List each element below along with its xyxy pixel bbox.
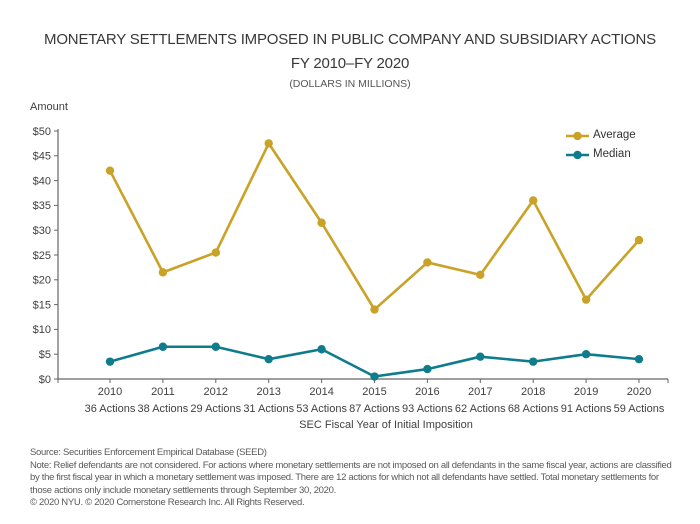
average-point	[159, 268, 167, 276]
y-tick-label: $15	[32, 299, 51, 312]
x-category-label: 2015	[362, 386, 387, 398]
x-actions-label: 29 Actions	[190, 403, 242, 415]
average-point	[635, 236, 643, 244]
average-point	[106, 166, 114, 174]
x-actions-label: 62 Actions	[454, 403, 506, 415]
x-category-label: 2011	[151, 386, 175, 398]
legend-label-median: Median	[593, 148, 631, 160]
median-point	[265, 355, 273, 363]
median-point	[423, 365, 431, 373]
y-tick-label: $40	[32, 175, 51, 188]
median-point	[106, 357, 114, 365]
y-tick-label: $5	[38, 349, 51, 361]
median-point	[529, 357, 537, 365]
x-category-label: 2012	[203, 386, 229, 398]
page-title-line-2: FY 2010–FY 2020	[290, 55, 410, 72]
x-category-label: 2014	[309, 386, 334, 398]
average-point	[423, 258, 431, 266]
x-category-label: 2018	[520, 386, 546, 398]
x-category-label: 2016	[415, 386, 440, 398]
average-point	[317, 219, 325, 227]
median-point	[212, 343, 220, 351]
y-tick-label: $25	[32, 249, 51, 262]
x-actions-label: 87 Actions	[349, 403, 400, 415]
median-point	[159, 343, 167, 351]
x-category-label: 2013	[256, 386, 281, 398]
y-tick-label: $50	[32, 125, 51, 138]
legend-label-average: Average	[593, 129, 636, 141]
y-tick-label: $20	[32, 274, 51, 287]
y-axis-caption: Amount	[30, 101, 68, 113]
x-category-label: 2010	[97, 386, 123, 398]
x-actions-label: 31 Actions	[243, 403, 295, 415]
methodology-note-line-1: Note: Relief defendants are not considered. For actions where monetary settlements are not imposed on all defendants in the same fiscal year, actions are classified	[30, 459, 672, 471]
x-actions-label: 68 Actions	[507, 403, 559, 415]
average-point	[582, 295, 590, 303]
y-tick-label: $0	[38, 373, 51, 386]
copyright-note: © 2020 NYU. © 2020 Cornerstone Research Inc. All Rights Reserved.	[30, 497, 305, 508]
median-point	[582, 350, 590, 358]
footer	[30, 447, 672, 510]
x-axis-title: SEC Fiscal Year of Initial Imposition	[299, 419, 473, 431]
x-actions-label: 36 Actions	[84, 403, 136, 415]
average-point	[212, 248, 220, 256]
average-point	[476, 271, 484, 279]
y-tick-label: $45	[32, 150, 51, 163]
average-line	[110, 143, 639, 309]
median-line	[110, 347, 639, 377]
average-point	[265, 139, 273, 147]
y-tick-label: $10	[32, 324, 51, 337]
x-actions-label: 59 Actions	[613, 403, 665, 415]
source-note: Source: Securities Enforcement Empirical Database (SEED)	[30, 447, 267, 458]
legend-swatch-marker-median	[573, 151, 581, 159]
x-actions-label: 38 Actions	[137, 403, 189, 415]
x-actions-label: 53 Actions	[296, 403, 347, 415]
x-category-label: 2019	[573, 386, 599, 398]
median-point	[317, 345, 325, 353]
legend-swatch-marker-average	[573, 132, 581, 140]
methodology-note-line-3: those actions only include monetary settlements through September 30, 2020.	[30, 484, 336, 496]
units-subtitle: (DOLLARS IN MILLIONS)	[289, 78, 411, 90]
y-tick-label: $35	[32, 200, 51, 213]
average-point	[370, 305, 378, 313]
x-category-label: 2017	[468, 386, 493, 398]
average-point	[529, 196, 537, 204]
median-point	[635, 355, 643, 363]
x-actions-label: 93 Actions	[402, 403, 453, 415]
page-title-line-1: MONETARY SETTLEMENTS IMPOSED IN PUBLIC COMPANY AND SUBSIDIARY ACTIONS	[44, 31, 656, 48]
methodology-note-line-2: by the first fiscal year in which a monetary settlement was imposed. There are 12 actions for which not all defendants have settled. Total monetary settlements for	[30, 472, 659, 483]
median-point	[476, 352, 484, 360]
x-actions-label: 91 Actions	[560, 403, 612, 415]
x-category-label: 2020	[626, 386, 652, 398]
median-point	[370, 372, 378, 380]
y-tick-label: $30	[32, 225, 51, 237]
